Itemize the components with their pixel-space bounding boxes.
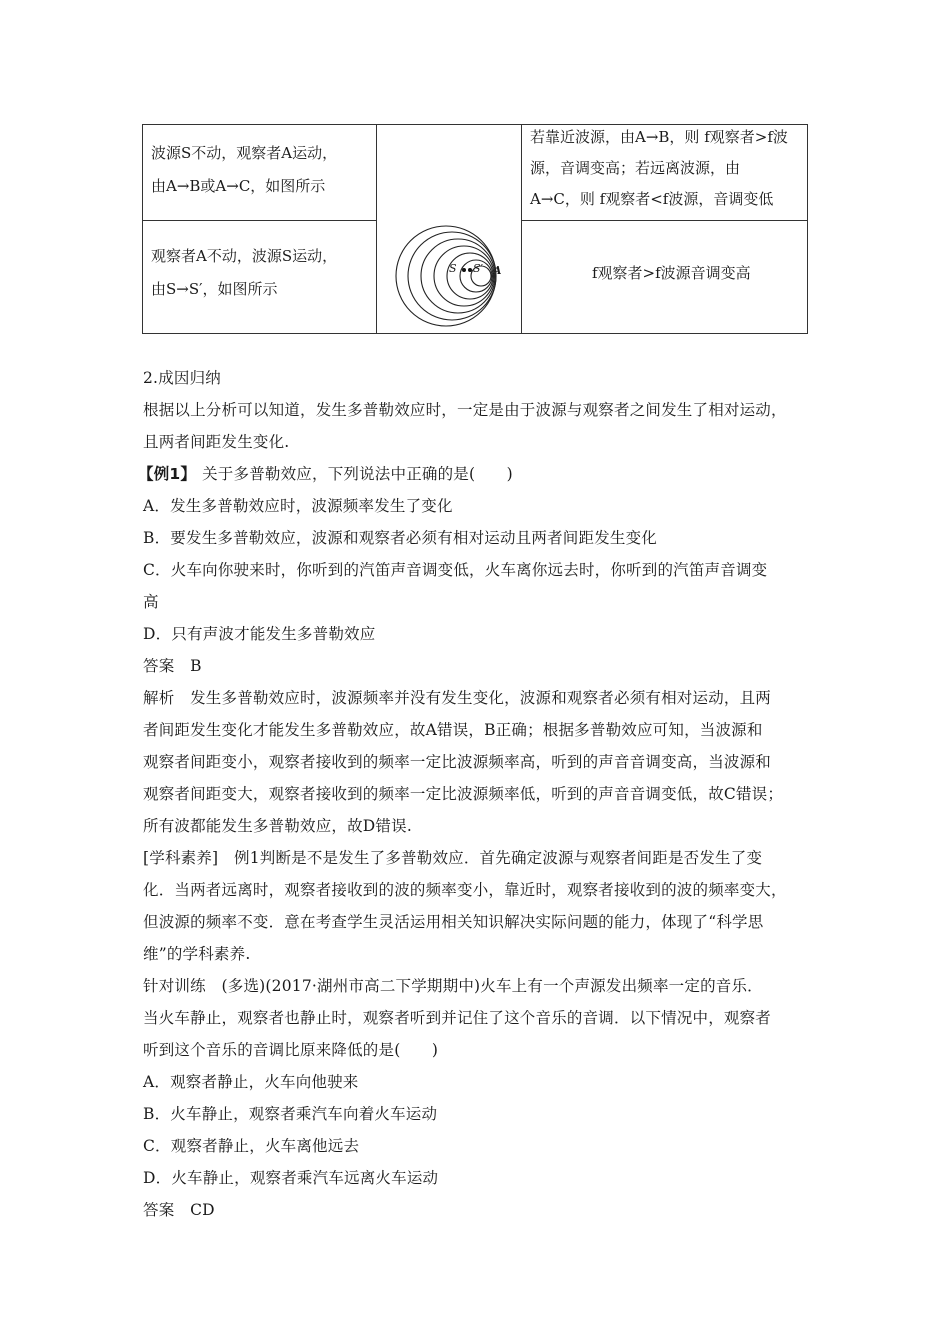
label-s: S (449, 262, 457, 275)
analysis-line: 所有波都能发生多普勒效应，故D错误. (143, 817, 412, 835)
summary-line: 且两者间距发生变化. (143, 433, 290, 451)
section-heading: 2.成因归纳 (143, 369, 221, 387)
row2-condition: 观察者A不动，波源S运动， 由S→S′，如图所示 (151, 247, 338, 298)
point-s-prime (468, 268, 472, 272)
row1-result: 若靠近波源，由A→B，则 f观察者>f波 源，音调变高；若远离波源，由 A→C，则 f观察者<f波源，音调变低 (530, 128, 788, 208)
literacy-line: [学科素养] 例1判断是不是发生了多普勒效应．首先确定波源与观察者间距是否发生了变 (143, 849, 763, 867)
answer-2: 答案 CD (143, 1201, 215, 1219)
row2-result: f观察者>f波源音调变高 (592, 264, 751, 282)
example-question: 【例1】 关于多普勒效应，下列说法中正确的是( ) (138, 465, 513, 483)
point-s (462, 268, 466, 272)
training-option-b: B．火车静止，观察者乘汽车向着火车运动 (143, 1105, 438, 1123)
training-line: 听到这个音乐的音调比原来降低的是( ) (143, 1041, 439, 1059)
option-c: C．火车向你驶来时，你听到的汽笛声音调变低，火车离你远去时，你听到的汽笛声音调变 (143, 561, 768, 579)
analysis-line: 观察者间距变大，观察者接收到的频率一定比波源频率低，听到的声音音调变低，故C错误； (143, 785, 784, 803)
option-c-cont: 高 (143, 593, 159, 611)
analysis-line: 解析 发生多普勒效应时，波源频率并没有发生变化，波源和观察者必须有相对运动，且两 (143, 689, 772, 707)
example-tag: 【例1】 (138, 465, 197, 483)
label-s-prime: S′ (473, 262, 484, 275)
doppler-table (142, 124, 808, 334)
analysis-line: 者间距发生变化才能发生多普勒效应，故A错误，B正确；根据多普勒效应可知，当波源和 (143, 721, 763, 739)
wavefront-figure (394, 220, 506, 332)
option-d: D．只有声波才能发生多普勒效应 (143, 625, 376, 643)
literacy-line: 化．当两者远离时，观察者接收到的波的频率变小，靠近时，观察者接收到的波的频率变大， (143, 881, 787, 899)
training-option-a: A．观察者静止，火车向他驶来 (143, 1073, 359, 1091)
option-a: A．发生多普勒效应时，波源频率发生了变化 (143, 497, 453, 515)
literacy-line: 维”的学科素养. (143, 945, 251, 963)
option-b: B．要发生多普勒效应，波源和观察者必须有相对运动且两者间距发生变化 (143, 529, 657, 547)
analysis-line: 观察者间距变小，观察者接收到的频率一定比波源频率高，听到的声音音调变高，当波源和 (143, 753, 772, 771)
summary-line: 根据以上分析可以知道，发生多普勒效应时，一定是由于波源与观察者之间发生了相对运动， (143, 401, 787, 419)
literacy-line: 但波源的频率不变．意在考查学生灵活运用相关知识解决实际问题的能力，体现了“科学思 (143, 913, 764, 931)
answer-1: 答案 B (143, 657, 202, 675)
training-option-d: D．火车静止，观察者乘汽车远离火车运动 (143, 1169, 439, 1187)
training-line: 当火车静止，观察者也静止时，观察者听到并记住了这个音乐的音调．以下情况中，观察者 (143, 1009, 772, 1027)
row1-condition: 波源S不动，观察者A运动， 由A→B或A→C，如图所示 (151, 144, 338, 195)
label-a: A (493, 264, 502, 277)
training-option-c: C．观察者静止，火车离他远去 (143, 1137, 360, 1155)
training-line: 针对训练 (多选)(2017·湖州市高二下学期期中)火车上有一个声源发出频率一定的音乐． (143, 977, 763, 995)
